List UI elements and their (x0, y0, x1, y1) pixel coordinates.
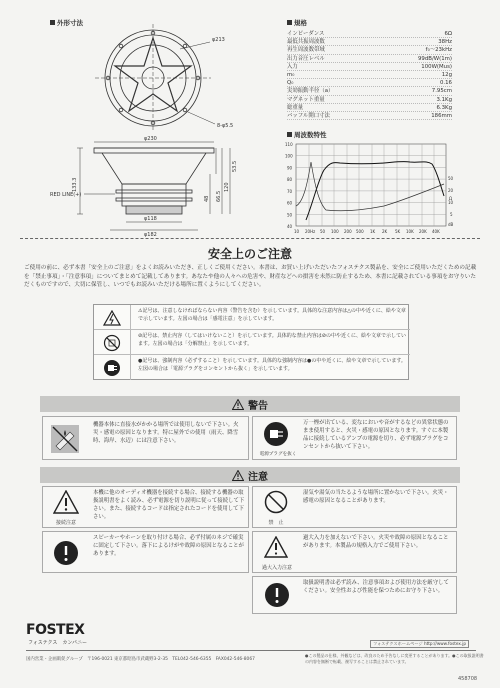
impedance-unit: Ω (449, 196, 453, 201)
frequency-response-graph (284, 140, 464, 240)
unplug-caption: 電源プラグを抜く (259, 452, 297, 457)
footer-address: 国内営業・企画販促グループ 〒196-0021 東京都昭島市武蔵野3-2-35 TEL042-546-6355 FAX042-546-8067 (26, 657, 255, 662)
svg-text:10K: 10K (406, 229, 414, 234)
spec-row: バッフル開口寸法 186mm (287, 112, 452, 119)
homepage-url[interactable]: フォステクスホームページ http://www.fostex.jp (370, 640, 469, 648)
svg-text:50: 50 (287, 212, 293, 218)
dim-h120: 120 (224, 182, 230, 192)
fostex-logo: FOSTEX (26, 622, 85, 638)
spec-row: マグネット重量 3.1Kg (287, 96, 452, 103)
svg-text:60: 60 (287, 200, 293, 206)
dim-d230: φ230 (144, 136, 157, 142)
svg-text:2K: 2K (382, 229, 388, 234)
svg-text:40: 40 (287, 224, 293, 229)
caution-caption-overinput: 過大入力注意 (261, 565, 292, 571)
spec-row: 出力音圧レベル 99dB/W(1m) (287, 55, 452, 62)
caution-card-humidity (252, 486, 457, 528)
warning-triangle-icon (232, 399, 244, 410)
svg-text:20Hz: 20Hz (305, 229, 316, 234)
specs-heading: 規格 (287, 18, 307, 27)
caution-manual-text: 取扱説明書は必ず読み、注意事項および使用方法を厳守してください。安全性および性能を保つためにお守り下さい。 (303, 580, 449, 594)
svg-text:500: 500 (356, 229, 364, 234)
brand-subtitle: フォステクス カンパニー (28, 640, 88, 646)
svg-text:20K: 20K (419, 229, 427, 234)
legend-row: ⊘記号は、禁止内容（してはいけないこと）を示しています。具体的な禁止内容は⊘の中や近くに、絵や文章で示しています。左図の場合は「分解禁止」を示しています。 (94, 330, 410, 355)
caution-card-mounting (42, 531, 249, 573)
caution-card-connection (42, 486, 249, 528)
spec-table (287, 30, 452, 120)
caution-overinput-text: 過大入力を加えないで下さい。火災や故障の原因となることがあります。本製品の規格入力でご使用下さい。 (303, 535, 449, 549)
mandatory-exclamation-icon (53, 540, 79, 566)
spec-row: 総重量 6.3Kg (287, 104, 452, 111)
dim-h535: 53.5 (232, 160, 238, 172)
svg-text:5: 5 (450, 212, 453, 217)
outline-heading: 外形寸法 (50, 18, 83, 27)
legend-row: ●記号は、強制内容（必ずすること）を示しています。具体的な強制内容は●の中や近くに、絵や文章で示しています。左図の場合は「電源プラグをコンセントから抜く」を示しています。 (94, 355, 410, 380)
svg-text:20: 20 (448, 188, 454, 193)
svg-text:10: 10 (448, 200, 454, 205)
warning-band (40, 396, 460, 412)
caution-card-manual (252, 576, 457, 614)
svg-text:200: 200 (344, 229, 352, 234)
symbol-legend (93, 304, 409, 380)
caution-exclamation-icon (264, 536, 288, 558)
svg-text:40K: 40K (432, 229, 440, 234)
svg-text:100: 100 (285, 153, 293, 159)
svg-text:5K: 5K (395, 229, 401, 234)
caution-connection-text: 本機に他のオーディオ機器を接続する場合、接続する機器の取扱説明書をよく読み、必ず電源を切り説明に従って接続して下さい。また、接続するコードは指定されたコードを使用して下さい。 (93, 490, 245, 520)
dim-h665: 66.5 (216, 190, 222, 202)
dim-h133: 133.3 (72, 177, 78, 192)
no-water-icon (50, 424, 80, 454)
svg-text:110: 110 (285, 142, 293, 147)
warning-card-water (42, 416, 249, 460)
svg-text:90: 90 (287, 165, 293, 171)
caution-card-overinput (252, 531, 457, 573)
svg-text:70: 70 (287, 188, 293, 194)
unplug-power-icon (262, 420, 292, 448)
prohibited-icon (264, 490, 288, 514)
unplug-mandatory-icon (103, 359, 121, 377)
caution-band (40, 467, 460, 483)
freq-heading: 周波数特性 (287, 130, 327, 139)
footer-note: ●この製品の仕様、外観などは、改良のため予告なしに変更することがあります。●この取扱説明書の内容を無断で転載、複写することは禁止されています。 (305, 653, 484, 664)
section-marker (287, 132, 292, 137)
spl-unit: dB (448, 222, 454, 227)
dim-holes: 8-φ5.5 (217, 123, 234, 129)
safety-title: 安全上のご注意 (207, 247, 292, 261)
caution-triangle-icon (232, 470, 244, 481)
spec-row: Q₀ 0.16 (287, 80, 452, 87)
disassembly-prohibited-icon (103, 334, 121, 352)
dim-d182: φ182 (144, 232, 157, 238)
dim-h48: 48 (204, 195, 210, 202)
legend-row: ⚠記号は、注意しなければならない内容（警告を含む）を示しています。具体的な注意内容は△の中や近くに、絵や文章で示しています。左図の場合は「感電注意」を示しています。 (94, 305, 410, 330)
dim-d118: φ118 (144, 216, 157, 222)
caution-humidity-text: 湿気や湯気の当たるような場所に置かないで下さい。火災・感電の原因となることがあります。 (303, 490, 449, 504)
section-marker (287, 20, 292, 25)
caution-caption-connection: 接続注意 (55, 520, 76, 526)
svg-text:50: 50 (448, 176, 454, 181)
spec-row: 実効振動半径（a） 7.95cm (287, 88, 452, 95)
spec-row: 入力 100W(Mus) (287, 63, 452, 70)
document-number: 458708 (458, 676, 478, 682)
dim-d213: φ213 (212, 37, 225, 43)
spec-row: 再生周波数帯域 f₀〜23kHz (287, 47, 452, 54)
svg-text:100: 100 (331, 229, 339, 234)
spec-row: m₀ 12g (287, 71, 452, 78)
section-divider (20, 238, 480, 239)
caution-caption-prohibit: 禁 止 (268, 520, 284, 526)
footer-divider (26, 650, 476, 651)
svg-text:10: 10 (294, 229, 300, 234)
warning-label: 警告 (248, 400, 268, 412)
safety-intro: ご使用の前に、必ず本書「安全上のご注意」をよくお読みいただき、正しくご使用ください。本書は、お買い上げいただいたフォステクス製品を、安全にご使用いただくための記載を「禁止事項」・「注意事項」についてまとめて記載してあります。あなたや他の人々への危害や、財産などへの損害を未然に防止するため、本書に記載されている事項をお守りいただくものですので、大切に保管し、いつでもお読みいただける場所に置くようにしてください。 (24, 265, 477, 289)
mandatory-exclamation-icon (264, 582, 290, 608)
spec-row: 最低共振周波数 38Hz (287, 39, 452, 46)
legend-icon-cell (94, 355, 131, 380)
spec-row: インピーダンス 6Ω (287, 31, 452, 37)
warning-card-smoke (252, 416, 457, 460)
warning-water-text: 機器本体に直接水がかかる場所では使用しないで下さい。火災・感電の原因となります。特に屋外での使用（雨天、降雪時、海岸、水辺）には注意下さい。 (93, 422, 239, 444)
caution-label: 注意 (248, 471, 268, 483)
caution-mounting-text: スピーカーやホーンを取り付ける場合、必ず付属のネジで確実に固定して下さい。落下によるけがや故障の原因となることがあります。 (93, 535, 244, 557)
electric-shock-warning-icon (103, 310, 121, 326)
dim-redline: RED LINE(+) (50, 192, 82, 198)
speaker-outline-drawing (40, 24, 280, 239)
svg-text:1K: 1K (370, 229, 376, 234)
svg-text:50: 50 (320, 229, 326, 234)
warning-smoke-text: 万一煙が出ている、変なにおいや音がするなどの異常状態のまま使用すると、火災・感電の原因となります。すぐに本製品に接続しているアンプの電源を切り、必ず電源プラグをコンセントから抜いて下さい。 (303, 420, 449, 450)
legend-icon-cell (94, 305, 131, 330)
svg-text:80: 80 (287, 177, 293, 183)
impedance-curve (296, 162, 444, 211)
caution-exclamation-icon (53, 490, 79, 514)
legend-icon-cell (94, 330, 131, 355)
